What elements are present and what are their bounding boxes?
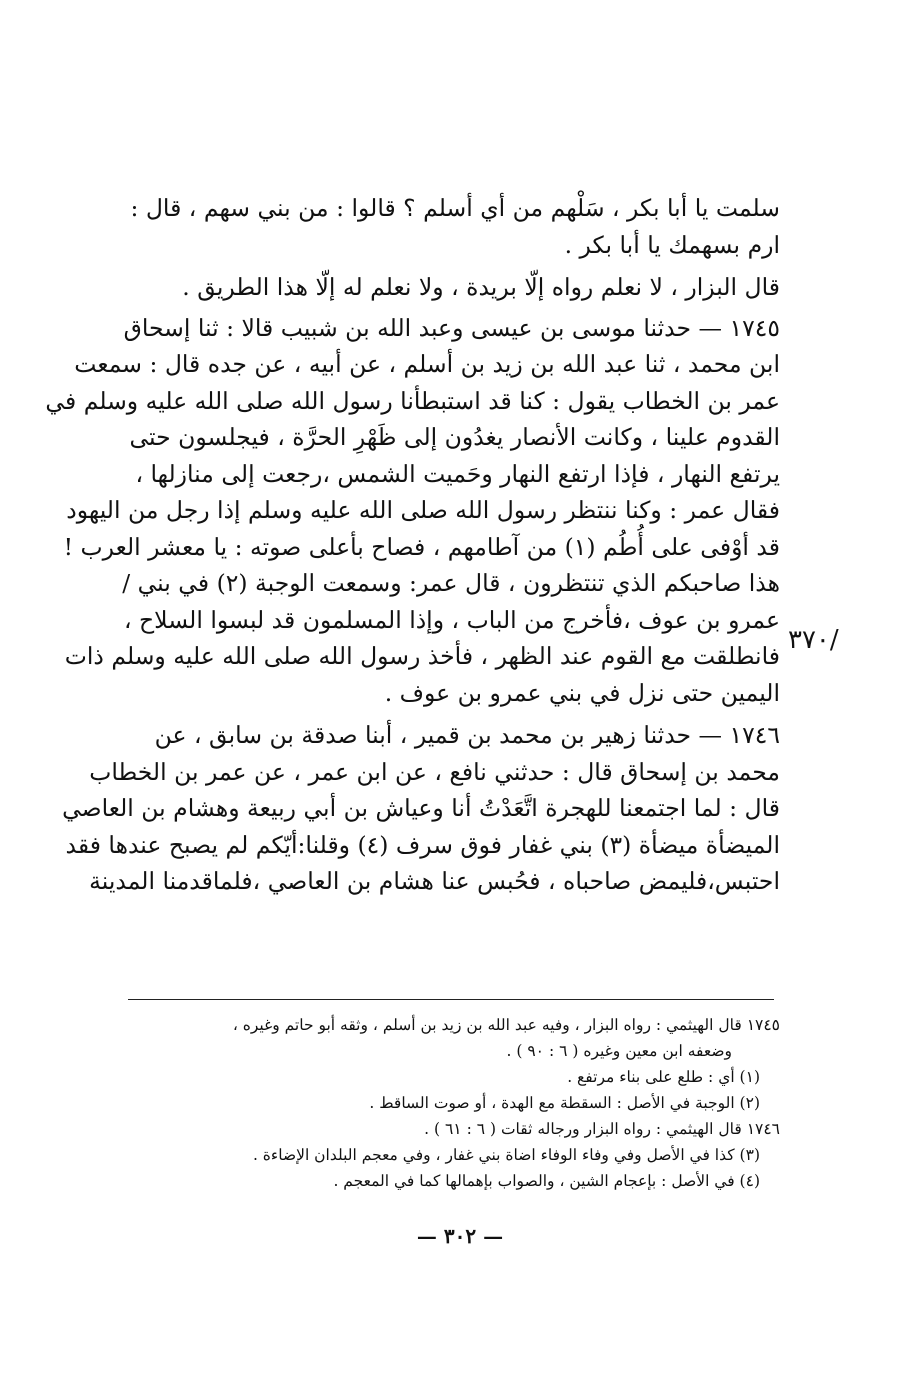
text-line: قد أوْفى على أُطُم (١) من آطامهم ، فصاح بأعلى صوته : يا معشر العرب ! [63,532,780,561]
text-line: عمرو بن عوف ،فأخرج من الباب ، وإذا المسلمون قد لبسوا السلاح ، [123,605,780,634]
footnote-line: (١) أي : طلع على بناء مرتفع . [567,1068,760,1086]
text-line: فانطلقت مع القوم عند الظهر ، فأخذ رسول الله صلى الله عليه وسلم ذات [64,642,780,670]
text-line: يرتفع النهار ، فإذا ارتفع النهار وحَميت الشمس ،رجعت إلى منازلها ، [135,459,780,488]
text-line: قال البزار ، لا نعلم رواه إلّا بريدة ، ولا نعلم له إلّا هذا الطريق . [182,273,780,301]
text-line: احتبس،فليمض صاحباه ، فحُبس عنا هشام بن العاصي ،فلماقدمنا المدينة [89,867,780,895]
text-line: الميضأة ميضأة (٣) بني غفار فوق سرف (٤) وقلنا:أيّكم لم يصبح عندها فقد [65,830,780,859]
text-line: ابن محمد ، ثنا عبد الله بن زيد بن أسلم ، عن أبيه ، عن جده قال : سمعت [74,350,780,378]
footnote-line: (٤) في الأصل : بإعجام الشين ، والصواب بإهمالها كما في المعجم . [333,1172,760,1190]
footnote-line: (٢) الوجبة في الأصل : السقطة مع الهدة ، أو صوت الساقط . [369,1094,760,1112]
footnote-divider [128,999,774,1000]
text-line: ارم بسهمك يا أبا بكر . [564,230,780,259]
main-text [45,190,780,900]
page-number: — ٣٠٢ — [416,1224,504,1248]
footnote-line: (٣) كذا في الأصل وفي وفاء الوفاء اضاة بني غفار ، وفي معجم البلدان الإضاءة . [252,1146,760,1164]
manuscript-folio-marker: /٣٧٠ [788,625,839,655]
hadith-1746-line: ١٧٤٦ — حدثنا زهير بن محمد بن قمير ، أبنا صدقة بن سابق ، عن [154,721,780,749]
text-line: فقال عمر : وكنا ننتظر رسول الله صلى الله عليه وسلم إذا رجل من اليهود [66,496,780,524]
footnote-line: ١٧٤٥ قال الهيثمي : رواه البزار ، وفيه عبد الله بن زيد بن أسلم ، وثقه أبو حاتم وغيره ، [232,1016,780,1034]
footnotes [128,1012,780,1194]
hadith-1745-line: ١٧٤٥ — حدثنا موسى بن عيسى وعبد الله بن شبيب قالا : ثنا إسحاق [123,313,780,342]
text-line: هذا صاحبكم الذي تنتظرون ، قال عمر: وسمعت الوجبة (٢) في بني / [122,569,780,597]
footnote-line: ١٧٤٦ قال الهيثمي : رواه البزار ورجاله ثقات ( ٦ : ٦١ ) . [424,1120,780,1138]
text-line: قال : لما اجتمعنا للهجرة اتَّعَدْتُ أنا وعياش بن أبي ربيعة وهشام بن العاصي [62,794,780,822]
text-line: اليمين حتى نزل في بني عمرو بن عوف . [384,678,780,707]
text-line: عمر بن الخطاب يقول : كنا قد استبطأنا رسول الله صلى الله عليه وسلم في [45,386,780,415]
text-line: القدوم علينا ، وكانت الأنصار يغدُون إلى ظَهْرِ الحرَّة ، فيجلسون حتى [129,423,780,451]
text-line: سلمت يا أبا بكر ، سَلْهم من أي أسلم ؟ قالوا : من بني سهم ، قال : [130,194,780,222]
text-line: محمد بن إسحاق قال : حدثني نافع ، عن ابن عمر ، عن عمر بن الخطاب [89,757,780,786]
footnote-line: وضعفه ابن معين وغيره ( ٦ : ٩٠ ) . [506,1042,732,1060]
